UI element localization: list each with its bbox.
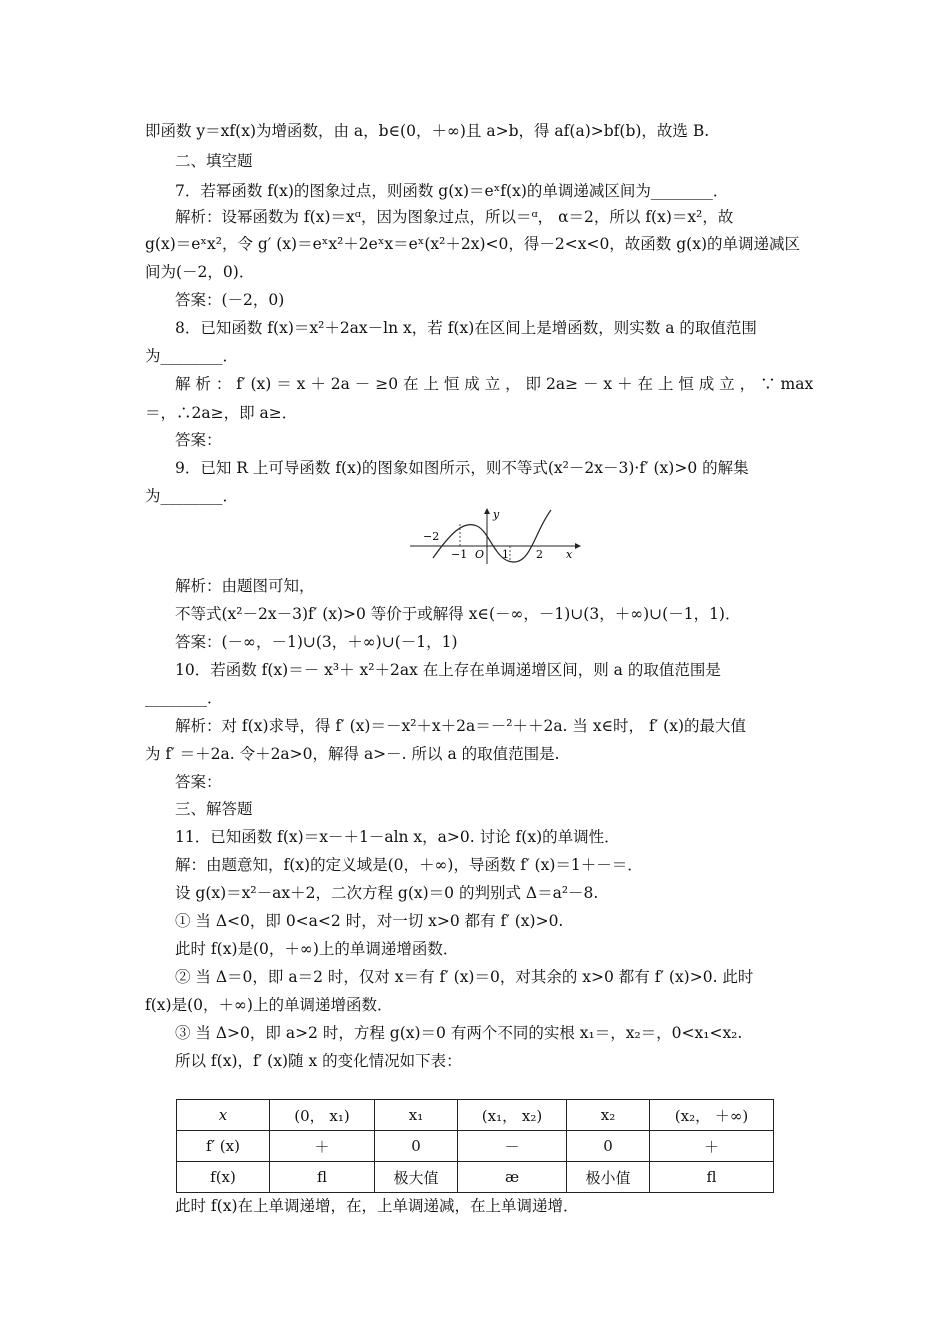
section-heading: 二、填空题: [175, 152, 253, 170]
table-cell: (0， x₁): [270, 1100, 375, 1131]
text-line: ① 当 Δ<0，即 0<a<2 时，对一切 x>0 都有 f′ (x)>0.: [175, 912, 564, 930]
origin-label: O: [475, 548, 485, 561]
table-cell: x₁: [375, 1100, 458, 1131]
text-line: 不等式(x²－2x－3)f′ (x)>0 等价于或解得 x∈(－∞，－1)∪(3，＋∞)∪(－1，1)．: [175, 605, 741, 623]
table-cell: (x₁， x₂): [458, 1100, 567, 1131]
axis-label-y: y: [493, 508, 500, 521]
text-line: 即函数 y＝xf(x)为增函数，由 a，b∈(0，＋∞)且 a>b，得 af(a)>bf(b)，故选 B.: [145, 122, 710, 140]
answer: 答案：(－∞，－1)∪(3，＋∞)∪(－1，1): [175, 633, 458, 651]
question-8: 8．已知函数 f(x)＝x²＋2ax－ln x，若 f(x)在区间上是增函数，则实数 a 的取值范围: [175, 319, 757, 337]
text-line: 解析：对 f(x)求导，得 f′ (x)＝－x²＋x＋2a＝－²＋＋2a. 当 x∈时， f′ (x)的最大值: [175, 717, 747, 735]
text-line: ＝，∴2a≥，即 a≥．: [145, 404, 298, 422]
tick-label: −1: [451, 548, 468, 561]
text-line: 解析：设幂函数为 f(x)＝xᵅ，因为图象过点，所以＝ᵅ， α＝2，所以 f(x)＝x²，故: [175, 208, 734, 226]
text-line: f(x)是(0，＋∞)上的单调递增函数．: [145, 996, 393, 1014]
text-line: ② 当 Δ＝0，即 a＝2 时，仅对 x＝有 f′ (x)＝0，对其余的 x>0 都有 f′ (x)>0. 此时: [175, 968, 754, 986]
table-cell: 0: [567, 1131, 650, 1162]
table-cell: f′ (x): [177, 1131, 270, 1162]
table-cell: ﬂ: [650, 1162, 774, 1193]
text-line: 设 g(x)＝x²－ax＋2，二次方程 g(x)＝0 的判别式 Δ＝a²－8.: [175, 884, 599, 902]
table-row: [177, 1131, 774, 1162]
tick-label: 1: [502, 548, 509, 561]
text-line: 间为(－2，0)．: [145, 263, 255, 281]
table-cell: ＋: [650, 1131, 774, 1162]
question-10: 10．若函数 f(x)＝－ x³＋ x²＋2ax 在上存在单调递增区间，则 a 的取值范围是: [175, 661, 721, 679]
table-cell: ＋: [270, 1131, 375, 1162]
text-line: 为________．: [145, 487, 239, 505]
text-line: ③ 当 Δ>0，即 a>2 时，方程 g(x)＝0 有两个不同的实根 x₁＝，x₂＝，0<x₁<x₂.: [175, 1024, 743, 1042]
table-cell: －: [458, 1131, 567, 1162]
x-axis-arrow: [575, 543, 581, 549]
table-cell: 0: [375, 1131, 458, 1162]
axis-label-x: x: [566, 548, 573, 561]
question-7: 7．若幂函数 f(x)的图象过点，则函数 g(x)＝eˣf(x)的单调递减区间为________．: [175, 182, 729, 200]
table-cell: (x₂， ＋∞): [650, 1100, 774, 1131]
text-line: 为________．: [145, 347, 239, 365]
answer: 答案：: [175, 773, 222, 791]
table-cell: ﬂ: [270, 1162, 375, 1193]
table-cell: x: [177, 1100, 270, 1131]
text-line: 此时 f(x)是(0，＋∞)上的单调递增函数．: [175, 940, 459, 958]
text-line: ________．: [145, 689, 223, 707]
table-row: [177, 1162, 774, 1193]
function-graph-figure: [405, 506, 585, 566]
question-9: 9．已知 R 上可导函数 f(x)的图象如图所示，则不等式(x²－2x－3)·f′ (x)>0 的解集: [175, 459, 749, 477]
text-line: 所以 f(x)，f′ (x)随 x 的变化情况如下表：: [175, 1052, 462, 1070]
text-line: g(x)＝eˣx²，令 g′ (x)＝eˣx²＋2eˣx＝eˣ(x²＋2x)<0，得－2<x<0，故函数 g(x)的单调递减区: [145, 235, 800, 253]
question-11: 11．已知函数 f(x)＝x－＋1－aln x，a>0. 讨论 f(x)的单调性．: [175, 828, 620, 846]
section-heading: 三、解答题: [175, 800, 253, 818]
text-line: 此时 f(x)在上单调递增，在，上单调递减，在上单调递增．: [175, 1197, 579, 1215]
answer: 答案：(－2，0): [175, 291, 285, 309]
text-line: 解：由题意知，f(x)的定义域是(0，＋∞)，导函数 f′ (x)＝1＋－＝．: [175, 856, 643, 874]
text-line: 解 析 ： f′ (x) ＝ x ＋ 2a － ≥0 在 上 恒 成 立 ， 即 2a≥ － x ＋ 在 上 恒 成 立 ， ∵ max: [175, 375, 814, 393]
table-cell: 极大值: [375, 1162, 458, 1193]
answer: 答案：: [175, 431, 222, 449]
tick-label: −2: [423, 530, 440, 543]
table-cell: x₂: [567, 1100, 650, 1131]
y-axis-arrow: [484, 508, 490, 514]
text-line: 为 f′ ＝＋2a. 令＋2a>0，解得 a>－. 所以 a 的取值范围是.: [145, 745, 560, 763]
table-cell: 极小值: [567, 1162, 650, 1193]
text-line: 解析：由题图可知，: [175, 577, 315, 595]
table-cell: æ: [458, 1162, 567, 1193]
tick-label: 2: [536, 548, 543, 561]
variation-table: [176, 1099, 774, 1193]
table-cell: f(x): [177, 1162, 270, 1193]
table-row: [177, 1100, 774, 1131]
